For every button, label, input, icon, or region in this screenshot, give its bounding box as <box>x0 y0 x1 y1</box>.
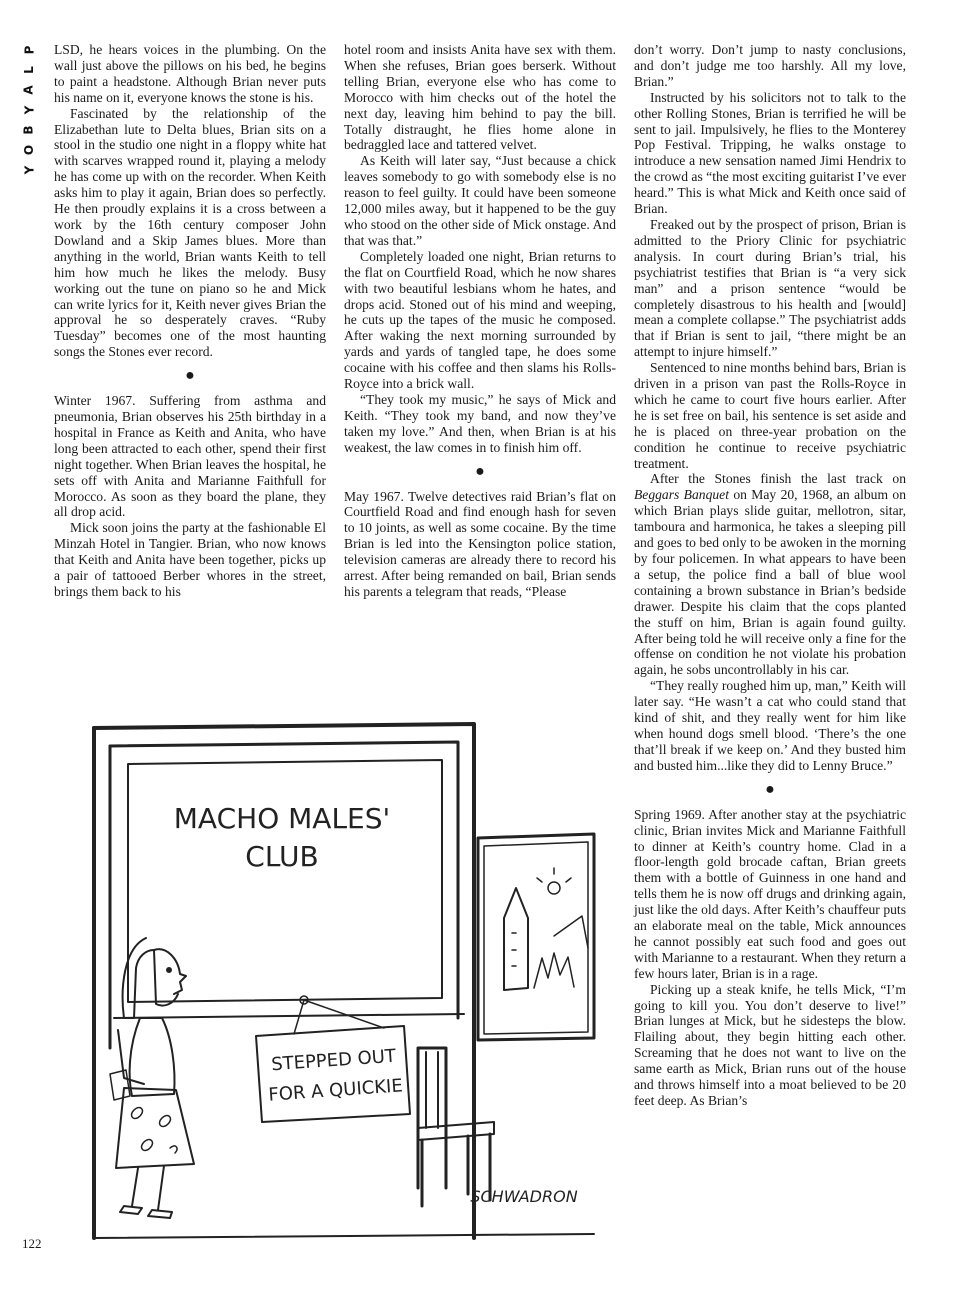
paragraph: Instructed by his solicitors not to talk to the other Rolling Stones, Brian is terrified he will be sent to jail. Impulsively, he flies to the Monterey Pop Festival. Tripping, he walks onstage to introduce a new sensation named Jimi Hendrix to the crowd as “the most exciting guitarist I’ve ever heard.” This is what Mick and Keith once said of Brian. <box>634 89 906 217</box>
side-label-letter: B <box>22 125 36 135</box>
paragraph: Fascinated by the relationship of the Elizabethan lute to Delta blues, Brian sits on a stool in the studio one night in a floppy white hat with scarves wrapped round it, playing a melody he has come up with on the recorder. When Keith asks him to play it again, Brian does so perfectly. He then proudly explains it is a cross between a work by the 16th century composer John Dowland and a Skip James blues. More than anything in the world, Brian wants Keith to tell him how much he likes the melody. Busy working out the tune on piano so he and Mick can write lyrics for it, Keith never gives Brian the approval he so desperately craves. “Ruby Tuesday” becomes one of the most haunting songs the Stones ever record. <box>54 105 326 360</box>
side-label-letter: A <box>21 85 36 95</box>
paragraph: don’t worry. Don’t jump to nasty conclusions, and don’t judge me too harshly. All my love, Brian.” <box>634 42 906 89</box>
section-bullet: ● <box>185 367 195 385</box>
paragraph: Picking up a steak knife, he tells Mick, “I’m going to kill you. You don’t deserve to live!” Brian lunges at Mick, but he sidesteps the blow. Flailing about, they begin hitting each other. Screaming that he does not want to live on the same earth as Mick, Brian runs out of the house and throws himself into a moat believed to be 20 feet deep. As Brian’s <box>634 981 906 1108</box>
side-label-letter: L <box>22 66 36 74</box>
paragraph-text: After the Stones finish the last track on <box>650 471 906 487</box>
section-bullet: ● <box>475 462 485 480</box>
side-label-letter: P <box>21 45 36 55</box>
side-label-letter: Y <box>21 105 36 115</box>
paragraph: Winter 1967. Suffering from asthma and pneumonia, Brian observes his 25th birthday in a hospital in France as Keith and Anita, who have long been attracted to each other, spend their first night together. When Brian leaves the hospital, he sets off with Anita and Marianne Faithfull for Morocco. As soon as they board the plane, they all drop acid. <box>54 393 326 520</box>
paragraph: “They took my music,” he says of Mick and Keith. “They took my band, and now they’ve taken my love.” And then, when Brian is at his weakest, the law comes in to finish him off. <box>344 391 616 455</box>
article-column-2 <box>344 42 616 600</box>
side-label-letter: O <box>21 144 36 156</box>
paragraph: Spring 1969. After another stay at the psychiatric clinic, Brian invites Mick and Marianne Faithfull to dinner at Keith’s country home. Clad in a floor-length gold brocade caftan, Brian greets them with a bottle of Guinness in one hand and tells them he is now off drugs and drinking again, just like the old days. After Keith’s chauffeur puts an elaborate meal on the table, Mick announces he cannot possibly eat such food and goes out with Marianne to a restaurant. When they return a few hours later, Brian is in a rage. <box>634 806 906 981</box>
paragraph: May 1967. Twelve detectives raid Brian’s flat on Courtfield Road and find enough hash for seven to 10 joints, as well as some cocaine. By the time Brian is led into the Kensington police station, television cameras are already there to record his arrest. After being remanded on bail, Brian sends his parents a telegram that reads, “Please <box>344 488 616 599</box>
window-sign-line-1: MACHO MALES' <box>173 802 391 835</box>
paragraph: Completely loaded one night, Brian returns to the flat on Courtfield Road, which he now shares with two beautiful lesbians whom he hates, and drops acid. Stoned out of his mind and weeping, he cuts up the tapes of the music he composed. After waking the next morning surrounded by yards and yards of tangled tape, he does some cocaine with his coffee and then slams his Rolls-Royce into a brick wall. <box>344 248 616 392</box>
paragraph: Sentenced to nine months behind bars, Brian is driven in a prison van past the Rolls-Royce in which he came to court five hours earlier. After he is set free on bail, his sentence is set aside and he is placed on three-year probation on the condition he continue to receive psychiatric treatment. <box>634 360 906 471</box>
paragraph: hotel room and insists Anita have sex with them. When she refuses, Brian goes berserk. Without telling Brian, everyone else who has come to Morocco with him checks out of the hotel the next day, leaving him behind to pay the bill. Totally distraught, he flies home alone in bedraggled lace and tattered velvet. <box>344 42 616 153</box>
paragraph: Freaked out by the prospect of prison, Brian is admitted to the Priory Clinic for psychiatric analysis. In court during Brian’s trial, his psychiatrist testifies that Brian is “a very sick man” and a prison sentence “would be completely disastrous to his health and [would] mean a complete collapse.” The psychiatrist adds that if Brian is sent to jail, “there might be an attempt to injure himself.” <box>634 216 906 360</box>
artist-signature: SCHWADRON <box>470 1187 578 1206</box>
paragraph-text: on May 20, 1968, an album on which Brian plays slide guitar, mellotron, sitar, tamboura and harmonica, he takes a sleeping pill and goes to bed only to be awoken in the morning by four policemen. In what appears to have been a setup, the police find a ball of blue wool containing a brown substance in Brian’s bedside drawer. Despite his claim that the cops planted the stuff on him, Brian is again found guilty. After being told he will receive only a fine for the offense on condition he not violate his probation again, he sobs uncontrollably in his car. <box>634 487 907 678</box>
door-sign-line-1: STEPPED OUT <box>270 1045 397 1076</box>
album-title: Beggars Banquet <box>634 487 729 503</box>
page-number: 122 <box>22 1236 42 1251</box>
door-sign-line-2: FOR A QUICKIE <box>267 1075 404 1106</box>
article-column-3 <box>634 42 906 1109</box>
paragraph: As Keith will later say, “Just because a chick leaves somebody to go with somebody else is no reason to feel guilty. It could have been someone 12,000 miles away, but it happened to be the guy who stood on the other side of Mick onstage. And that was that.” <box>344 153 616 248</box>
cartoon-illustration <box>54 718 618 1248</box>
article-column-1 <box>54 42 326 600</box>
section-bullet: ● <box>765 780 775 798</box>
paragraph: “They really roughed him up, man,” Keith will later say. “He wasn’t a cat who could stand that kind of shit, and they really went for him like when hound dogs smell blood. ‘There’s the one that’ll break if we keep on.’ And they busted him and busted him...like they did to Lenny Bruce.” <box>634 678 906 773</box>
magazine-side-label <box>22 40 36 180</box>
paragraph <box>634 471 906 678</box>
window-sign-line-2: CLUB <box>245 840 319 873</box>
paragraph: Mick soon joins the party at the fashionable El Minzah Hotel in Tangier. Brian, who now knows that Keith and Anita have been together, picks up a pair of tattooed Berber whores in the street, brings them back to his <box>54 520 326 599</box>
side-label-letter: Y <box>21 165 36 175</box>
paragraph: LSD, he hears voices in the plumbing. On the wall just above the pillows on his bed, he begins to paint a headstone. Although Brian never puts his name on it, everyone knows the stone is his. <box>54 42 326 105</box>
